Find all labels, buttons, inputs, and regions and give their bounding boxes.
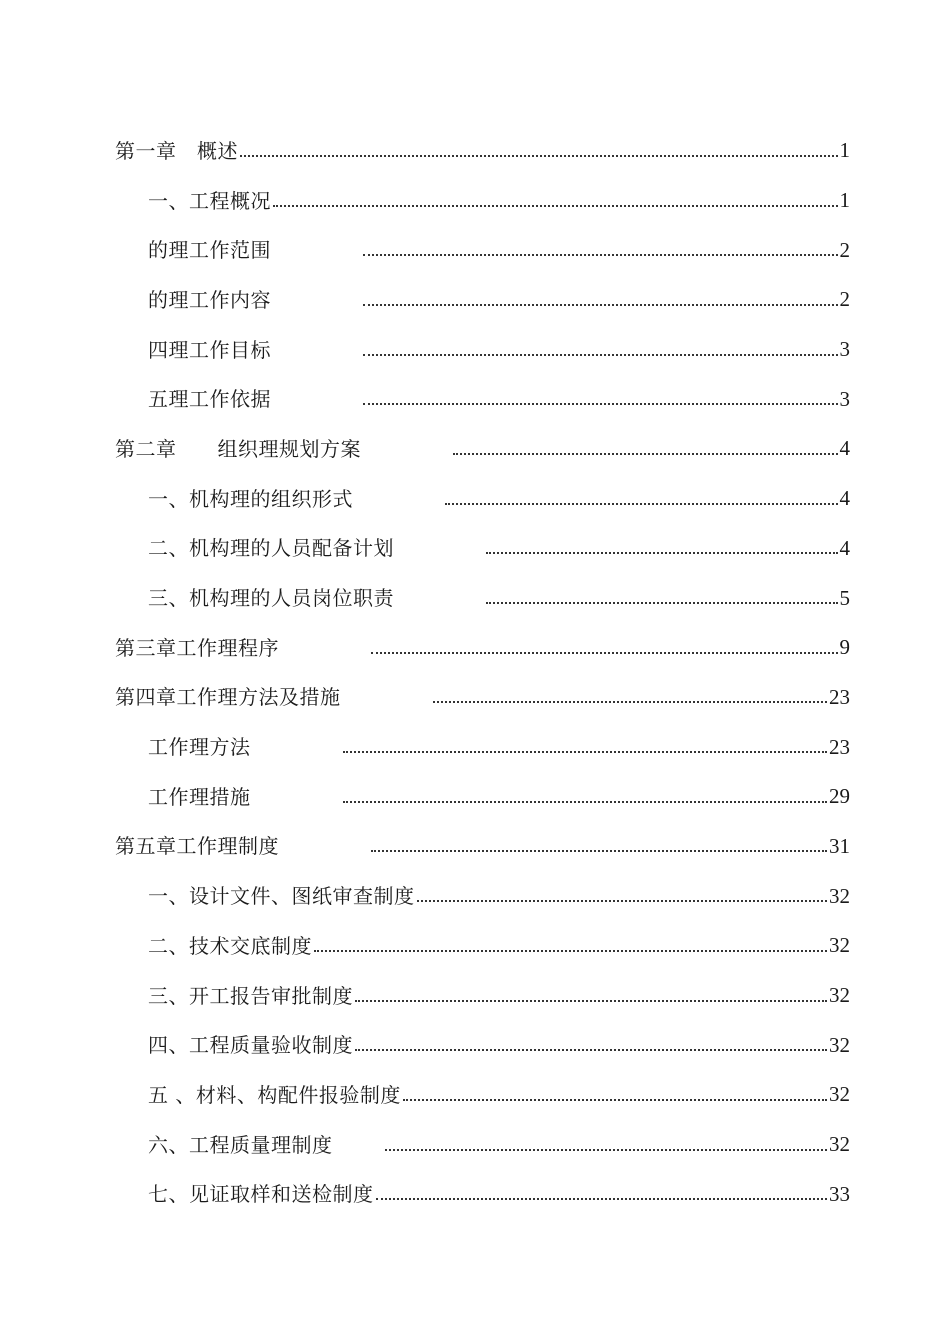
- toc-entry[interactable]: [0, 971, 950, 1021]
- toc-entry-page-number: 29: [829, 784, 850, 809]
- toc-entry-page-number: 31: [829, 833, 850, 858]
- toc-entry[interactable]: [0, 1020, 950, 1070]
- toc-dot-leader: [433, 681, 828, 703]
- toc-entry[interactable]: [0, 524, 950, 574]
- toc-entry[interactable]: [0, 225, 950, 275]
- toc-entry-title: 工作理措施: [148, 784, 251, 809]
- toc-entry[interactable]: [0, 474, 950, 524]
- toc-dot-leader: [376, 1178, 828, 1200]
- toc-entry-title: 二、技术交底制度: [148, 933, 312, 958]
- toc-dot-leader: [343, 781, 828, 803]
- toc-entry[interactable]: [0, 176, 950, 226]
- toc-entry-title: 一、工程概况: [148, 188, 271, 213]
- toc-entry-page-number: 2: [839, 287, 850, 312]
- toc-dot-leader: [343, 731, 828, 753]
- toc-dot-leader: [486, 582, 838, 604]
- toc-entry-title: 四理工作目标: [148, 337, 271, 362]
- toc-entry-title: 第四章工作理方法及措施: [115, 685, 341, 710]
- toc-entry[interactable]: [0, 1120, 950, 1170]
- toc-entry[interactable]: [0, 673, 950, 723]
- toc-entry-title: 第五章工作理制度: [115, 834, 279, 859]
- toc-entry-page-number: 5: [839, 585, 850, 610]
- toc-dot-leader: [371, 632, 838, 654]
- toc-dot-leader: [363, 284, 838, 306]
- toc-entry-title: 三、机构理的人员岗位职责: [148, 586, 394, 611]
- toc-dot-leader: [273, 185, 838, 207]
- toc-dot-leader: [385, 1129, 828, 1151]
- toc-entry[interactable]: [0, 623, 950, 673]
- toc-entry-page-number: 23: [829, 734, 850, 759]
- toc-entry-page-number: 1: [839, 188, 850, 213]
- toc-entry[interactable]: [0, 424, 950, 474]
- toc-dot-leader: [453, 433, 838, 455]
- toc-entry-page-number: 32: [829, 883, 850, 908]
- toc-entry[interactable]: [0, 275, 950, 325]
- toc-entry[interactable]: [0, 1169, 950, 1219]
- toc-entry-page-number: 3: [839, 386, 850, 411]
- toc-entry-title: 六、工程质量理制度: [148, 1132, 333, 1157]
- toc-entry-title: 的理工作内容: [148, 287, 271, 312]
- toc-dot-leader: [445, 483, 838, 505]
- toc-dot-leader: [417, 880, 828, 902]
- toc-dot-leader: [363, 383, 838, 405]
- toc-entry-title: 工作理方法: [148, 735, 251, 760]
- table-of-contents: [0, 126, 950, 1219]
- toc-entry[interactable]: [0, 871, 950, 921]
- toc-dot-leader: [240, 135, 838, 157]
- toc-entry[interactable]: [0, 1070, 950, 1120]
- toc-dot-leader: [486, 532, 838, 554]
- toc-entry-page-number: 32: [829, 933, 850, 958]
- toc-entry-title: 五 、材料、构配件报验制度: [148, 1082, 401, 1107]
- toc-entry-page-number: 32: [829, 1082, 850, 1107]
- toc-entry-page-number: 4: [839, 486, 850, 511]
- toc-entry-title: 二、机构理的人员配备计划: [148, 536, 394, 561]
- toc-entry-page-number: 4: [839, 535, 850, 560]
- toc-dot-leader: [363, 334, 838, 356]
- toc-entry[interactable]: [0, 722, 950, 772]
- toc-entry[interactable]: [0, 374, 950, 424]
- toc-entry-page-number: 4: [839, 436, 850, 461]
- toc-entry-title: 一、设计文件、图纸审查制度: [148, 884, 415, 909]
- toc-entry-page-number: 32: [829, 983, 850, 1008]
- toc-entry-title: 第一章 概述: [115, 138, 238, 163]
- toc-entry-title: 四、工程质量验收制度: [148, 1033, 353, 1058]
- toc-dot-leader: [314, 930, 827, 952]
- toc-entry[interactable]: [0, 126, 950, 176]
- toc-entry[interactable]: [0, 325, 950, 375]
- toc-dot-leader: [363, 234, 838, 256]
- toc-entry[interactable]: [0, 573, 950, 623]
- toc-entry[interactable]: [0, 772, 950, 822]
- toc-entry-title: 三、开工报告审批制度: [148, 983, 353, 1008]
- toc-dot-leader: [403, 1079, 827, 1101]
- toc-entry-page-number: 32: [829, 1032, 850, 1057]
- toc-entry-page-number: 3: [839, 337, 850, 362]
- toc-entry-page-number: 33: [829, 1181, 850, 1206]
- toc-entry-title: 第二章 组织理规划方案: [115, 436, 361, 461]
- toc-entry[interactable]: [0, 822, 950, 872]
- toc-entry-title: 五理工作依据: [148, 387, 271, 412]
- toc-entry-title: 一、机构理的组织形式: [148, 486, 353, 511]
- toc-entry[interactable]: [0, 921, 950, 971]
- toc-entry-title: 的理工作范围: [148, 238, 271, 263]
- toc-dot-leader: [355, 980, 827, 1002]
- toc-dot-leader: [371, 830, 827, 852]
- toc-entry-page-number: 9: [839, 635, 850, 660]
- toc-entry-title: 七、见证取样和送检制度: [148, 1182, 374, 1207]
- toc-entry-page-number: 2: [839, 237, 850, 262]
- toc-entry-title: 第三章工作理程序: [115, 635, 279, 660]
- toc-entry-page-number: 23: [829, 684, 850, 709]
- toc-dot-leader: [355, 1029, 827, 1051]
- toc-entry-page-number: 1: [839, 138, 850, 163]
- toc-entry-page-number: 32: [829, 1132, 850, 1157]
